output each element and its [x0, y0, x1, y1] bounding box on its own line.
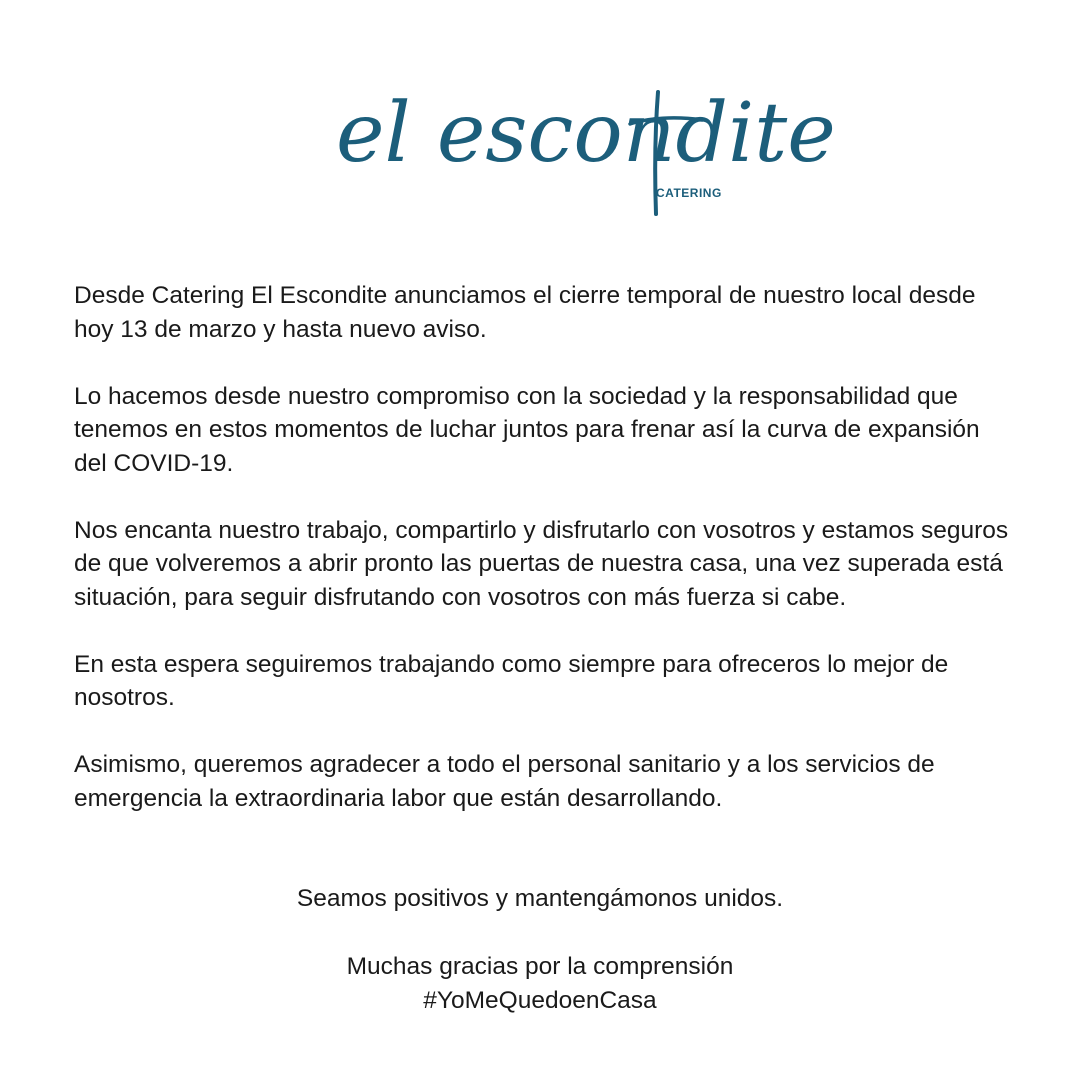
- closing-thanks: Muchas gracias por la comprensión: [346, 953, 734, 980]
- logo-wordmark: el escondite: [336, 86, 836, 181]
- paragraph: En esta espera seguiremos trabajando como siempre para ofreceros lo mejor de nosotros.: [74, 650, 949, 711]
- paragraph: Lo hacemos desde nuestro compromiso con la sociedad y la responsabilidad que tenemos en estos momentos de luchar juntos para frenar así la curva de expansión del COVID-19.: [74, 382, 980, 477]
- closing-slogan: Seamos positivos y mantengámonos unidos.: [296, 885, 784, 912]
- brand-logo: [330, 78, 836, 228]
- paragraph: Desde Catering El Escondite anunciamos el cierre temporal de nuestro local desde hoy 13 de marzo y hasta nuevo aviso.: [74, 282, 976, 343]
- logo-tagline: CATERING: [656, 186, 722, 200]
- paragraph: Nos encanta nuestro trabajo, compartirlo y disfrutarlo con vosotros y estamos seguros de que volveremos a abrir pronto las puertas de nuestra casa, una vez superada está situación, para seguir disfrutando con vosotros con más fuerza si cabe.: [74, 516, 1009, 611]
- announcement-body: [74, 279, 1019, 849]
- paragraph: Asimismo, queremos agradecer a todo el personal sanitario y a los servicios de emergencia la extraordinaria labor que están desarrollando.: [74, 751, 935, 812]
- closing-hashtag: #YoMeQuedoenCasa: [423, 987, 657, 1014]
